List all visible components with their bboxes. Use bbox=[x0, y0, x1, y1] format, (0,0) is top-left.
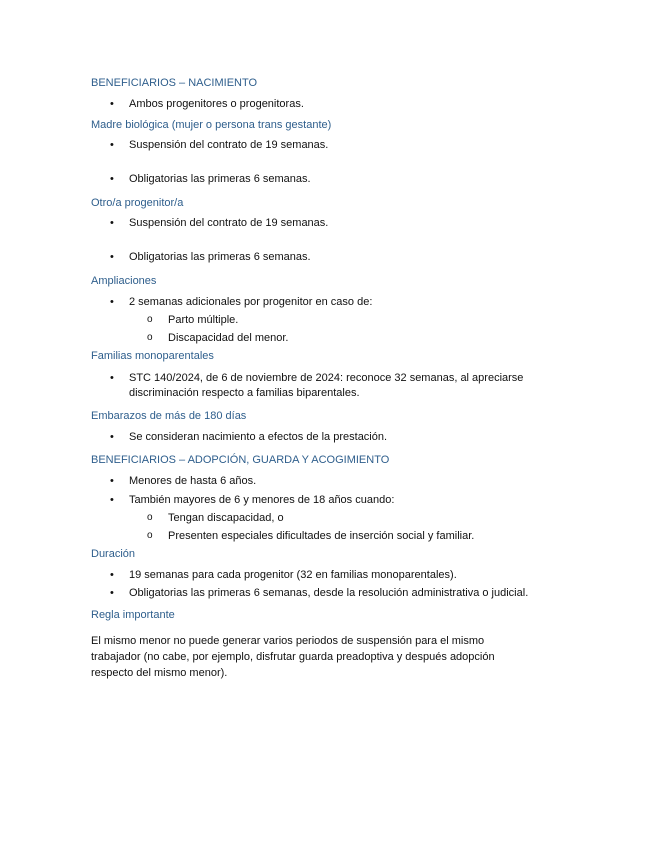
list-item: • Se consideran nacimiento a efectos de la prestación. bbox=[91, 430, 571, 444]
section-madre-biologica bbox=[91, 118, 571, 186]
list-item: • Suspensión del contrato de 19 semanas. bbox=[91, 216, 571, 230]
section-heading: Embarazos de más de 180 días bbox=[91, 410, 247, 422]
section-heading: Familias monoparentales bbox=[91, 350, 214, 362]
list-item: • 19 semanas para cada progenitor (32 en familias monoparentales). bbox=[91, 568, 571, 582]
list-item: • STC 140/2024, de 6 de noviembre de 2024: reconoce 32 semanas, al apreciarse discriminación respecto a familias biparentales. bbox=[91, 371, 571, 401]
section-heading: Ampliaciones bbox=[91, 275, 157, 287]
bullet-list bbox=[91, 216, 571, 264]
sub-list-item: o Parto múltiple. bbox=[129, 313, 571, 327]
sub-list-item: o Tengan discapacidad, o bbox=[129, 511, 571, 525]
section-heading: BENEFICIARIOS – ADOPCIÓN, GUARDA Y ACOGIMIENTO bbox=[91, 454, 390, 466]
list-item: • Menores de hasta 6 años. bbox=[91, 474, 571, 488]
section-ampliaciones bbox=[91, 274, 571, 345]
bullet-list bbox=[91, 568, 571, 600]
sub-list bbox=[129, 313, 571, 345]
section-familias-monoparentales bbox=[91, 349, 571, 401]
section-heading: BENEFICIARIOS – NACIMIENTO bbox=[91, 77, 258, 89]
list-item: • Obligatorias las primeras 6 semanas. bbox=[91, 172, 571, 186]
bullet-list bbox=[91, 371, 571, 401]
section-beneficiarios-adopcion bbox=[91, 453, 571, 543]
section-regla-importante bbox=[91, 608, 571, 681]
section-otro-progenitor bbox=[91, 196, 571, 264]
document-body bbox=[91, 76, 571, 681]
sub-list bbox=[129, 511, 571, 543]
list-item bbox=[91, 295, 571, 345]
section-heading: Otro/a progenitor/a bbox=[91, 197, 184, 209]
section-heading: Duración bbox=[91, 548, 136, 560]
section-heading: Madre biológica (mujer o persona trans gestante) bbox=[91, 119, 332, 131]
list-item bbox=[91, 493, 571, 543]
list-item: • Obligatorias las primeras 6 semanas, desde la resolución administrativa o judicial. bbox=[91, 586, 571, 600]
list-item-text: También mayores de 6 y menores de 18 años cuando: bbox=[129, 494, 395, 506]
list-item: • Suspensión del contrato de 19 semanas. bbox=[91, 138, 571, 152]
sub-list-item: o Presenten especiales dificultades de inserción social y familiar. bbox=[129, 529, 571, 543]
list-item-text: 2 semanas adicionales por progenitor en caso de: bbox=[129, 296, 373, 308]
section-heading: Regla importante bbox=[91, 609, 175, 621]
bullet-list bbox=[91, 474, 571, 543]
bullet-list bbox=[91, 430, 571, 444]
sub-list-item: o Discapacidad del menor. bbox=[129, 331, 571, 345]
bullet-list bbox=[91, 138, 571, 186]
section-beneficiarios-nacimiento bbox=[91, 76, 571, 111]
section-duracion bbox=[91, 547, 571, 600]
section-embarazos bbox=[91, 409, 571, 444]
list-item: • Ambos progenitores o progenitoras. bbox=[91, 97, 571, 111]
bullet-list bbox=[91, 97, 571, 111]
list-item: • Obligatorias las primeras 6 semanas. bbox=[91, 250, 571, 264]
bullet-list bbox=[91, 295, 571, 345]
rule-paragraph: El mismo menor no puede generar varios periodos de suspensión para el mismo trabajador (no cabe, por ejemplo, disfrutar guarda preadoptiva y después adopción respecto del mismo menor). bbox=[91, 635, 495, 679]
